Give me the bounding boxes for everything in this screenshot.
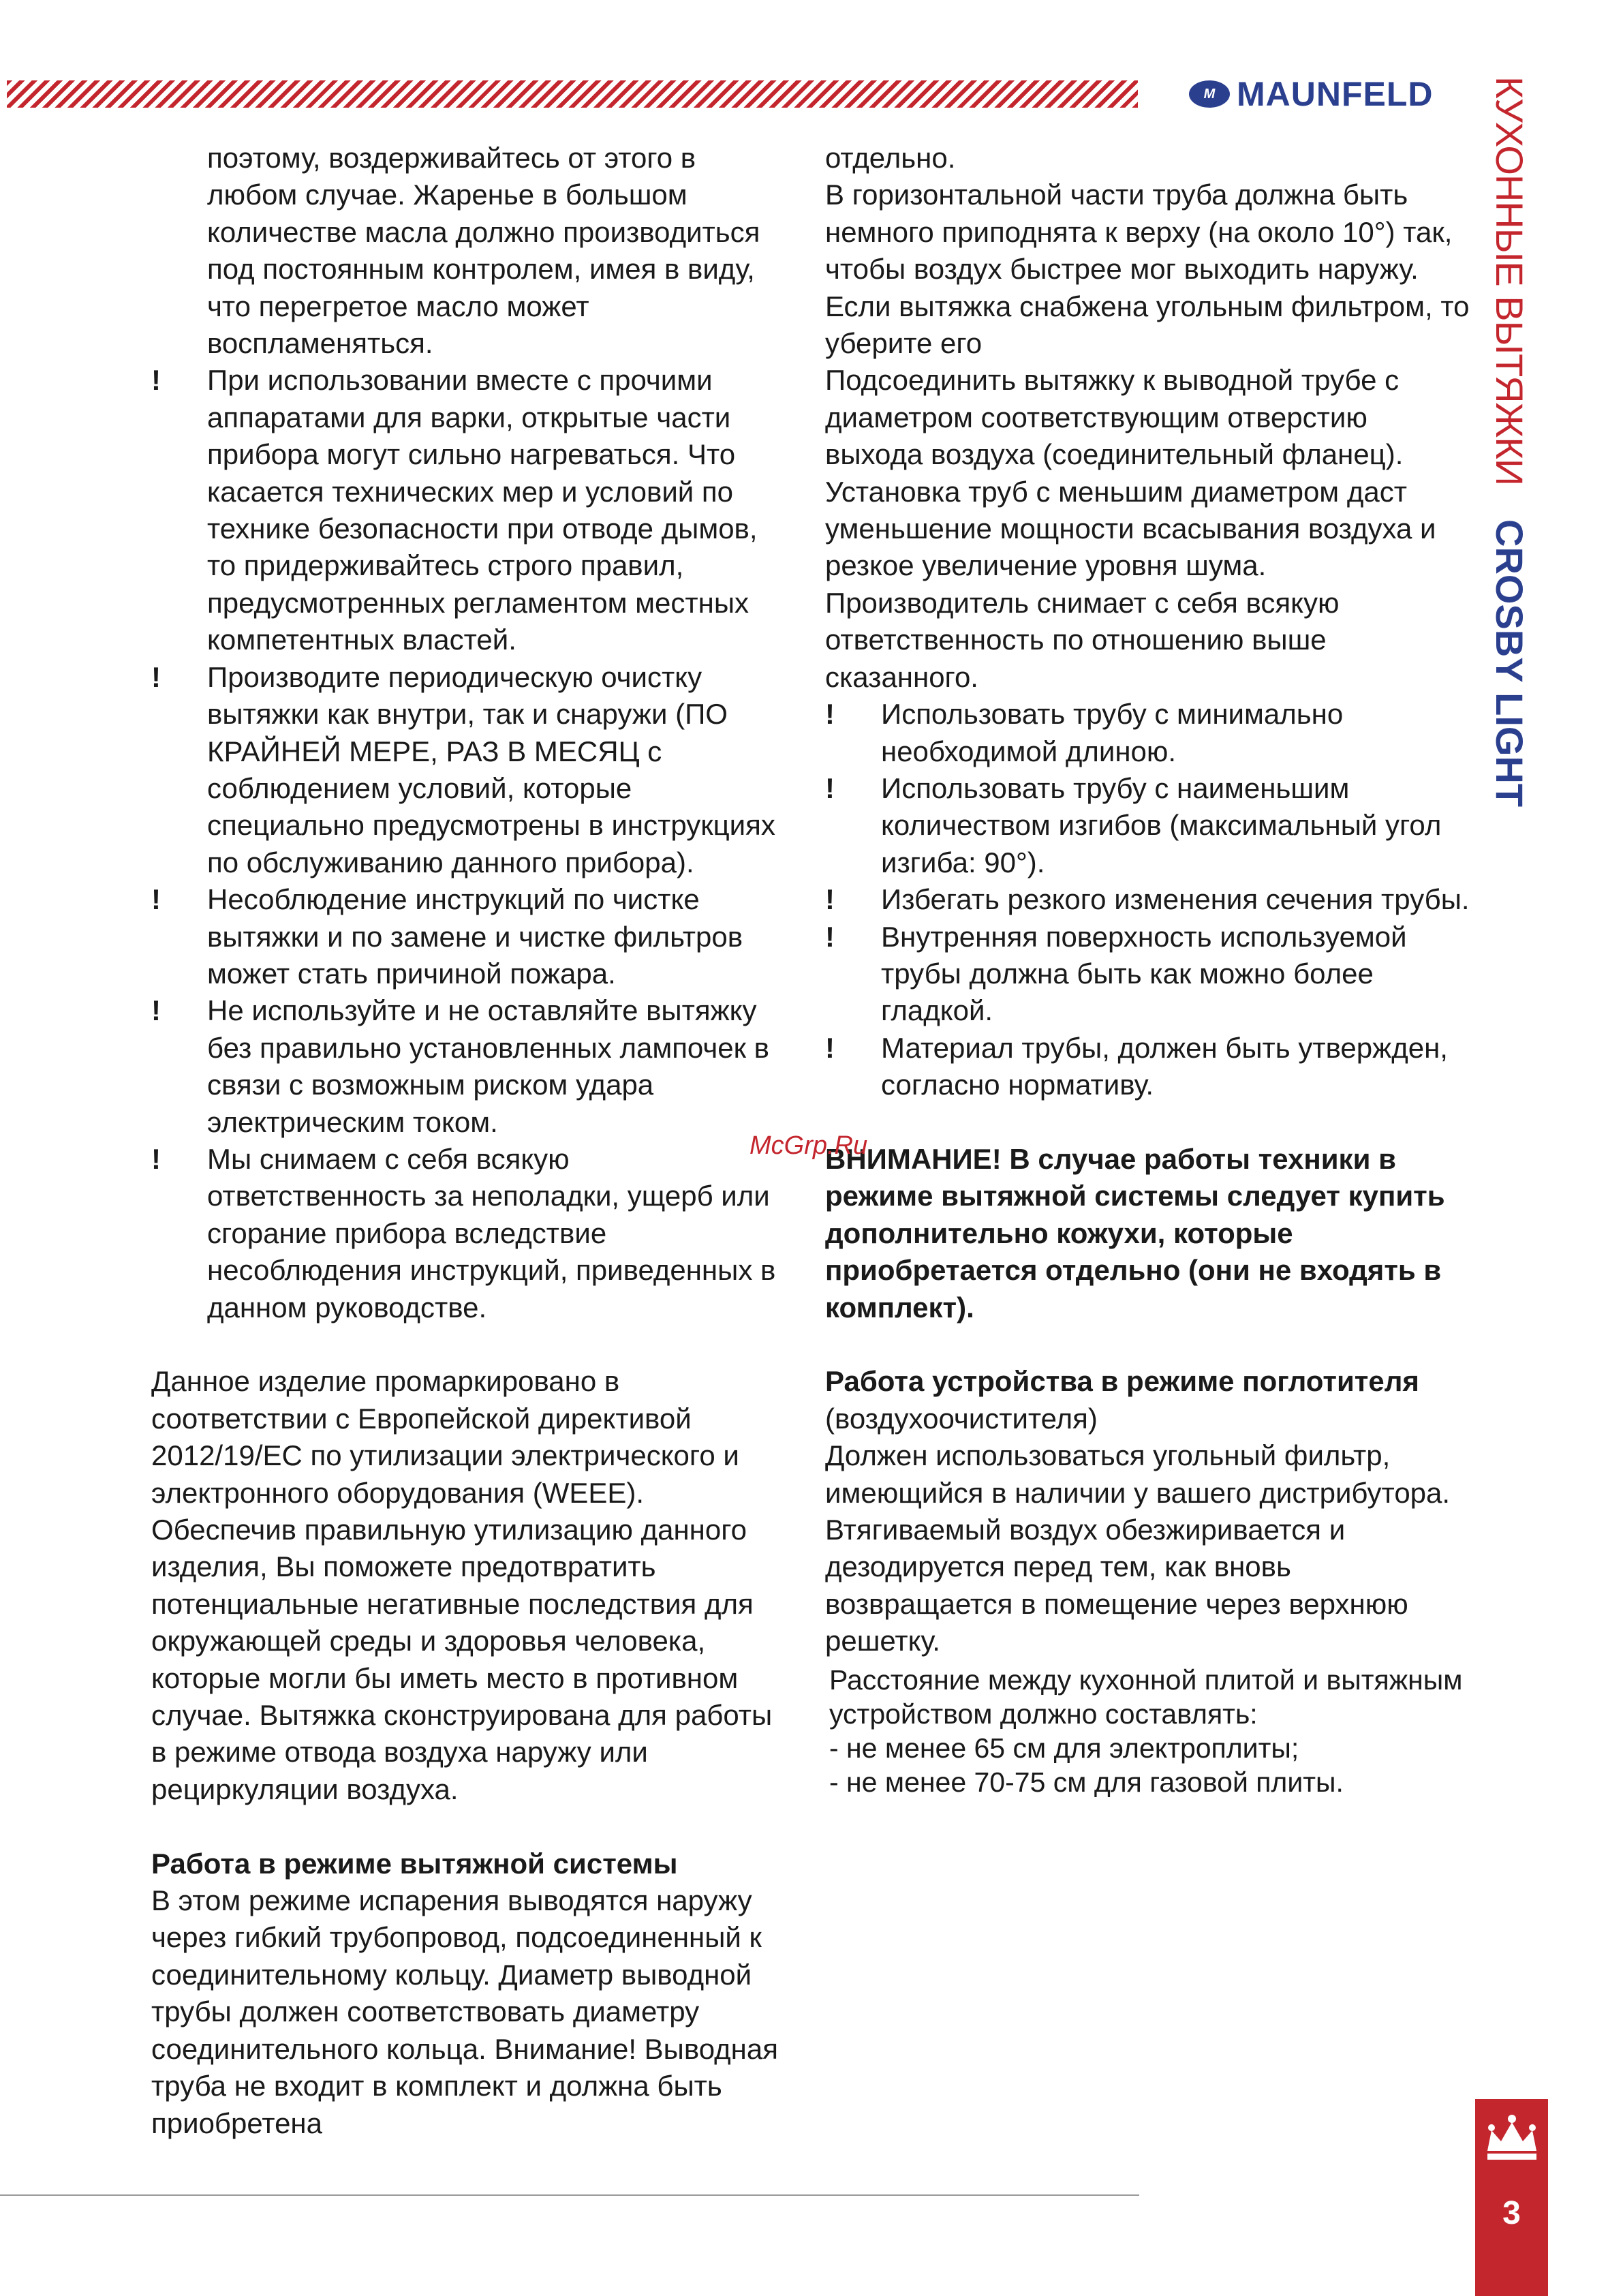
recirculation-heading: Работа устройства в режиме поглотителя (воздухоочистителя) (825, 1365, 1419, 1435)
exclamation-icon: ! (825, 1031, 835, 1064)
bullet-text: Не используйте и не оставляйте вытяжку без правильно установленных лампочек в связи с возможным риском удара электрическим током. (207, 994, 769, 1138)
exclamation-icon: ! (151, 1142, 161, 1175)
side-title (1488, 76, 1531, 807)
safety-bullet (151, 992, 785, 1141)
page-badge (1475, 2099, 1548, 2296)
bullet-text: Производите периодическую очистку вытяжки как внутри, так и снаружи (ПО КРАЙНЕЙ МЕРЕ, РАЗ В МЕСЯЦ с соблюдением условий, которые специально предусмотрены в инструкциях по обслуживанию данного прибора). (207, 660, 775, 878)
exhaust-mode-heading: Работа в режиме вытяжной системы (151, 1847, 678, 1880)
brand-logo (1189, 74, 1434, 114)
exclamation-icon: ! (151, 883, 161, 916)
pipe-bullet (825, 881, 1472, 918)
header-hatch-stripe (7, 80, 1138, 108)
safety-bullet (151, 1141, 785, 1326)
weee-paragraph: Данное изделие промаркировано в соответствии с Европейской директивой 2012/19/EC по утилизации электрического и электронного оборудования (WEEE). Обеспечив правильную утилизацию данного изделия, Вы поможете предотвратить потенциальные негативные последствия для окружающей среды и здоровья человека, которые могли бы иметь место в противном случае. Вытяжка сконструирована для работы в режиме отвода воздуха наружу или рециркуляции воздуха. (151, 1365, 773, 1805)
watermark: McGrp.Ru (749, 1131, 868, 1160)
recirculation-text: Должен использоваться угольный фильтр, имеющийся в наличии у вашего дистрибутора. Втягиваемый воздух обезжиривается и дезодируется перед тем, как вновь возвращается в помещение через верхнюю решетку. (825, 1439, 1451, 1657)
bullet-text: Внутренняя поверхность используемой трубы должна быть как можно более гладкой. (881, 920, 1407, 1027)
pipe-slope-paragraph: В горизонтальной части труба должна быть немного приподнята к верху (на около 10°) так, чтобы воздух быстрее мог выходить наружу. Если вытяжка снабжена угольным фильтром, то уберите его (825, 179, 1470, 360)
bullet-text: Материал трубы, должен быть утвержден, согласно нормативу. (881, 1031, 1448, 1101)
exclamation-icon: ! (151, 994, 161, 1027)
model-label: CROSBY LIGHT (1488, 519, 1531, 807)
exclamation-icon: ! (825, 698, 835, 731)
pipe-bullet (825, 1030, 1472, 1104)
right-column (825, 140, 1472, 1799)
warning-paragraph: ВНИМАНИЕ! В случае работы техники в режиме вытяжной системы следует купить дополнительно кожухи, которые приобретается отдельно (они не входять в комплект). (825, 1142, 1445, 1323)
bullet-text: Использовать трубу с наименьшим количеством изгибов (максимальный угол изгиба: 90°). (881, 771, 1442, 878)
exclamation-icon: ! (151, 364, 161, 397)
exclamation-icon: ! (825, 771, 835, 804)
distance-block (825, 1663, 1472, 1799)
bullet-text: При использовании вместе с прочими аппаратами для варки, открытые части прибора могут сильно нагреваться. Что касается технических мер и условий по технике безопасности при отводе дымов, то придерживайтесь строго правил, предусмотренных регламентом местных компетентных властей. (207, 364, 758, 656)
bullet-text: Мы снимаем с себя всякую ответственность за неполадки, ущерб или сгорание прибора вследствие несоблюдения инструкций, приведенных в данном руководстве. (207, 1142, 776, 1323)
crown-icon (1483, 2113, 1541, 2164)
left-column (151, 140, 785, 2142)
intro-paragraph: поэтому, воздерживайтесь от этого в любом случае. Жаренье в большом количестве масла должно производиться под постоянным контролем, имея в виду, что перегретое масло может воспламеняться. (207, 142, 760, 360)
safety-bullet (151, 362, 785, 658)
bullet-text: Несоблюдение инструкций по чистке вытяжки и по замене и чистке фильтров может стать причиной пожара. (207, 883, 743, 990)
exhaust-mode-text: В этом режиме испарения выводятся наружу через гибкий трубопровод, подсоединенный к соединительному кольцу. Диаметр выводной трубы должен соответствовать диаметру соединительного кольца. Внимание! Выводная труба не входит в комплект и должна быть приобретена (151, 1884, 778, 2139)
pipe-connection-paragraph: Подсоединить вытяжку к выводной трубе с диаметром соответствующим отверстию выхода воздуха (соединительный фланец). Установка труб с меньшим диаметром даст уменьшение мощности всасывания воздуха и резкое увеличение уровня шума. Производитель снимает с себя всякую ответственность по отношению выше сказанного. (825, 364, 1436, 693)
bullet-text: Использовать трубу с минимально необходимой длиною. (881, 698, 1344, 767)
brand-mark-icon: M (1189, 80, 1230, 108)
exclamation-icon: ! (151, 660, 161, 693)
category-label: КУХОННЫЕ ВЫТЯЖКИ (1488, 76, 1531, 486)
safety-bullet (151, 881, 785, 992)
distance-intro: Расстояние между кухонной плитой и вытяжным устройством должно составлять: (829, 1664, 1463, 1730)
safety-bullet (151, 659, 785, 881)
continuation-text: отдельно. (825, 142, 956, 174)
bullet-text: Избегать резкого изменения сечения трубы. (881, 883, 1470, 916)
exclamation-icon: ! (825, 883, 835, 916)
footer-divider (0, 2194, 1139, 2196)
exclamation-icon: ! (825, 920, 835, 953)
distance-gas: - не менее 70-75 см для газовой плиты. (829, 1766, 1344, 1798)
brand-name: MAUNFELD (1237, 75, 1434, 113)
pipe-bullet (825, 770, 1472, 881)
pipe-bullet (825, 696, 1472, 770)
pipe-bullet (825, 919, 1472, 1030)
distance-electric: - не менее 65 см для электроплиты; (829, 1732, 1299, 1764)
page-number: 3 (1502, 2195, 1521, 2231)
